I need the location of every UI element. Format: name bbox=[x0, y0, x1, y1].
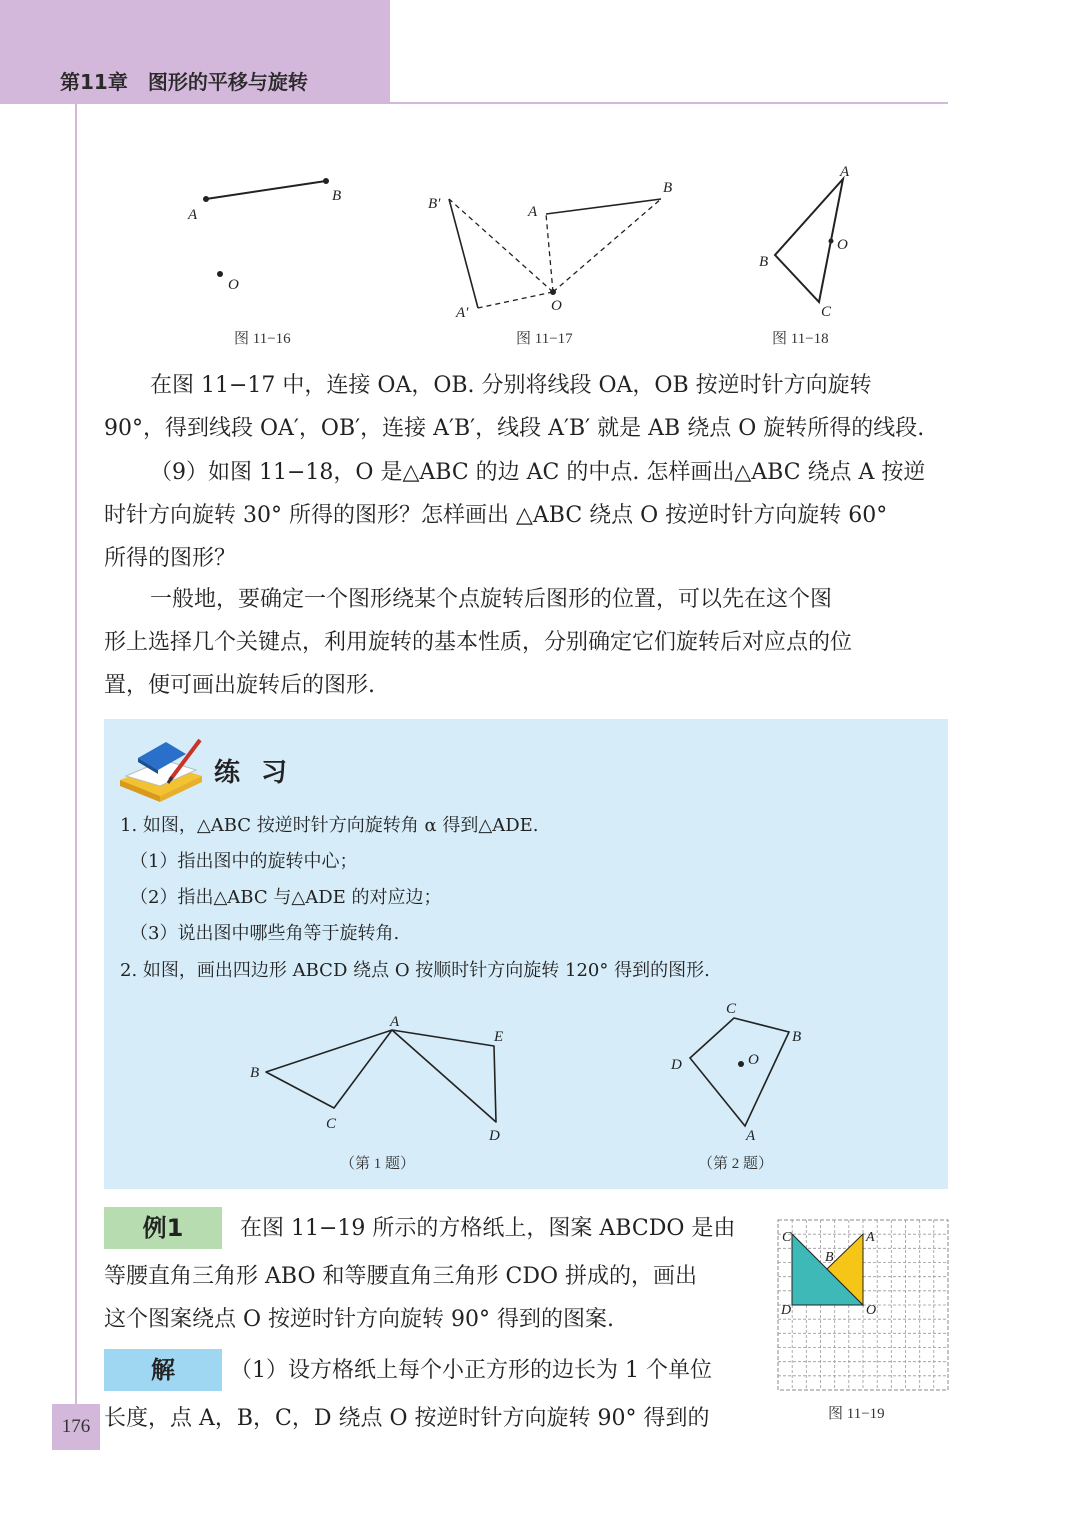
paragraph-line: 置，便可画出旋转后的图形. bbox=[104, 673, 375, 698]
paragraph-line: 形上选择几个关键点，利用旋转的基本性质，分别确定它们旋转后对应点的位 bbox=[104, 630, 853, 655]
exercise-q1: 1. 如图，△ABC 按逆时针方向旋转角 α 得到△ADE. bbox=[120, 815, 539, 836]
paragraph-line: 90°，得到线段 OA′，OB′，连接 A′B′，线段 A′B′ 就是 AB 绕点 O 旋转所得的线段. bbox=[104, 416, 925, 441]
chapter-name: 图形的平移与旋转 bbox=[147, 70, 308, 94]
example-text: 等腰直角三角形 ABO 和等腰直角三角形 CDO 拼成的，画出 bbox=[104, 1264, 697, 1289]
solution-text: （1）设方格纸上每个小正方形的边长为 1 个单位 bbox=[230, 1358, 712, 1383]
paragraph-line: 在图 11−17 中，连接 OA，OB. 分别将线段 OA，OB 按逆时针方向旋转 bbox=[150, 373, 872, 398]
example-lines bbox=[104, 1255, 750, 1341]
exercise-book-icon bbox=[116, 736, 206, 806]
solution-text: 长度，点 A，B，C，D 绕点 O 按逆时针方向旋转 90° 得到的 bbox=[104, 1406, 710, 1431]
fig17-label-b: B bbox=[663, 180, 673, 196]
fig16-label-o: O bbox=[228, 277, 239, 293]
example-label: 例1 bbox=[104, 1207, 222, 1249]
fig17-label-a: A bbox=[528, 204, 538, 220]
figure-11-16 bbox=[187, 178, 341, 347]
fig17-caption: 图 11−17 bbox=[516, 331, 573, 347]
ex2-caption: （第 2 题） bbox=[698, 1156, 774, 1172]
ex1-label-b: B bbox=[250, 1065, 260, 1081]
ex1-label-c: C bbox=[326, 1116, 337, 1132]
paragraph-line: 所得的图形？ bbox=[104, 546, 237, 571]
exercise-fig-1 bbox=[250, 1014, 503, 1172]
fig19-label-d: D bbox=[781, 1303, 792, 1318]
fig16-caption: 图 11−16 bbox=[234, 331, 291, 347]
figure-11-19 bbox=[770, 1214, 952, 1426]
ex1-label-e: E bbox=[494, 1029, 504, 1045]
top-figures bbox=[0, 150, 1080, 355]
chapter-number: 第11章 bbox=[60, 70, 128, 94]
example-text: 在图 11−19 所示的方格纸上，图案 ABCDO 是由 bbox=[240, 1216, 736, 1241]
fig18-label-b: B bbox=[759, 254, 769, 270]
fig17-label-o: O bbox=[551, 298, 562, 314]
fig19-label-c: C bbox=[782, 1230, 792, 1245]
figure-11-17 bbox=[428, 180, 672, 347]
page-number: 176 bbox=[52, 1404, 100, 1450]
fig17-label-a-prime: A′ bbox=[456, 305, 469, 321]
solution-line-2 bbox=[104, 1397, 750, 1440]
fig19-caption: 图 11−19 bbox=[828, 1406, 885, 1422]
ex1-label-d: D bbox=[489, 1128, 500, 1144]
solution-label: 解 bbox=[104, 1349, 222, 1391]
fig18-label-o: O bbox=[837, 237, 848, 253]
exercise-q1-part2: （2）指出△ABC 与△ADE 的对应边； bbox=[130, 887, 442, 908]
exercise-figures bbox=[0, 995, 1080, 1180]
fig19-label-a: A bbox=[866, 1230, 875, 1245]
fig16-label-a: A bbox=[188, 207, 198, 223]
exercise-title: 练 习 bbox=[214, 758, 294, 788]
example-text: 这个图案绕点 O 按逆时针方向旋转 90° 得到的图案. bbox=[104, 1307, 614, 1332]
fig16-label-b: B bbox=[332, 188, 342, 204]
example-line-1 bbox=[240, 1207, 750, 1250]
exercise-fig-2 bbox=[670, 1001, 801, 1172]
ex1-label-a: A bbox=[390, 1014, 400, 1030]
paragraph-line: （9）如图 11−18，O 是△ABC 的边 AC 的中点. 怎样画出△ABC 绕点 A 按逆 bbox=[150, 460, 926, 485]
ex2-label-b: B bbox=[792, 1029, 802, 1045]
chapter-title bbox=[60, 66, 308, 95]
fig18-label-c: C bbox=[821, 304, 832, 320]
ex2-label-d: D bbox=[671, 1057, 682, 1073]
ex2-label-o: O bbox=[748, 1052, 759, 1068]
exercise-q1-part3: （3）说出图中哪些角等于旋转角. bbox=[130, 923, 400, 944]
paragraph-line: 时针方向旋转 30° 所得的图形？怎样画出 △ABC 绕点 O 按逆时针方向旋转 60° bbox=[104, 503, 888, 528]
exercise-q2: 2. 如图，画出四边形 ABCD 绕点 O 按顺时针方向旋转 120° 得到的图形. bbox=[120, 960, 710, 981]
fig19-label-b: B bbox=[825, 1250, 834, 1265]
ex2-label-a: A bbox=[746, 1128, 756, 1144]
ex1-caption: （第 1 题） bbox=[340, 1156, 416, 1172]
fig19-label-o: O bbox=[866, 1303, 877, 1318]
header-rule bbox=[390, 102, 948, 104]
exercise-q1-part1: （1）指出图中的旋转中心； bbox=[130, 851, 358, 872]
fig18-caption: 图 11−18 bbox=[772, 331, 829, 347]
ex2-label-c: C bbox=[726, 1001, 737, 1017]
figure-11-18 bbox=[759, 164, 850, 347]
fig18-label-a: A bbox=[840, 164, 850, 180]
paragraph-general-method bbox=[104, 578, 950, 707]
fig17-label-b-prime: B′ bbox=[428, 196, 441, 212]
paragraph-rotation-segment bbox=[104, 364, 950, 450]
paragraph-line: 一般地，要确定一个图形绕某个点旋转后图形的位置，可以先在这个图 bbox=[150, 587, 833, 612]
paragraph-question-9 bbox=[104, 451, 950, 580]
solution-line-1 bbox=[230, 1349, 750, 1392]
